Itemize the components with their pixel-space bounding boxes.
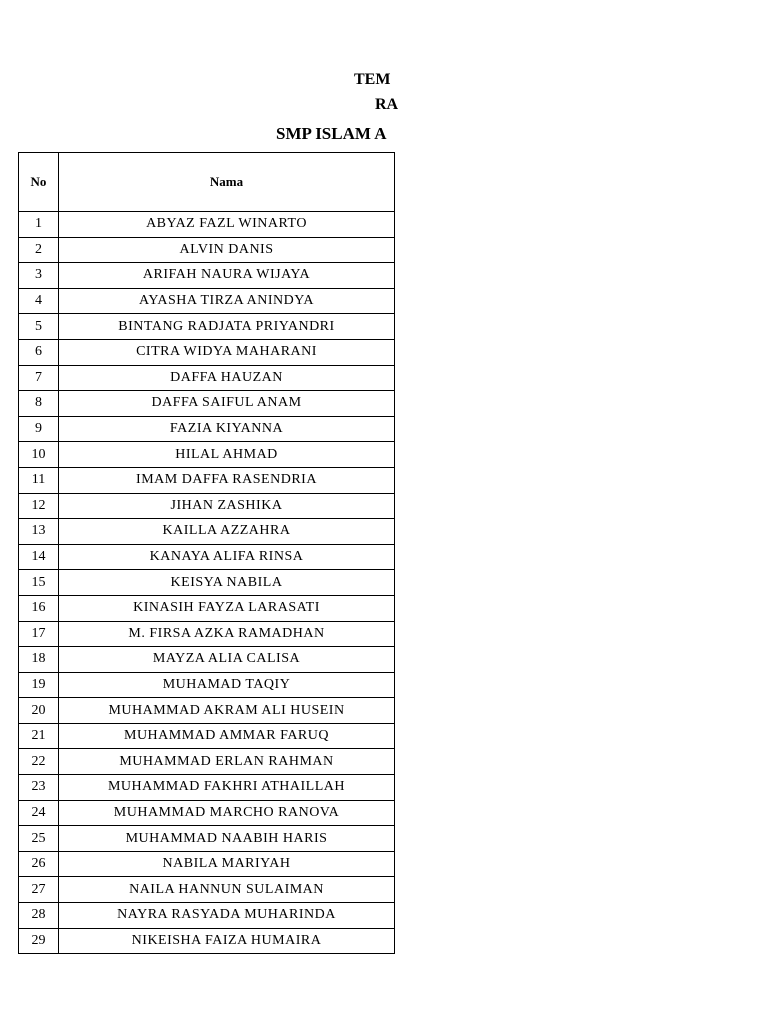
table-row [19,928,395,954]
row-number: 4 [19,288,59,314]
student-name: KINASIH FAYZA LARASATI [59,595,395,621]
row-number: 15 [19,570,59,596]
student-name: ABYAZ FAZL WINARTO [59,212,395,238]
row-number: 10 [19,442,59,468]
student-name: MUHAMMAD ERLAN RAHMAN [59,749,395,775]
table-header-row [19,153,395,212]
row-number: 24 [19,800,59,826]
table-row [19,416,395,442]
row-number: 21 [19,723,59,749]
row-number: 5 [19,314,59,340]
row-number: 16 [19,595,59,621]
column-header-name: Nama [59,153,395,212]
row-number: 7 [19,365,59,391]
student-name: AYASHA TIRZA ANINDYA [59,288,395,314]
row-number: 18 [19,647,59,673]
student-name: MUHAMMAD FAKHRI ATHAILLAH [59,775,395,801]
table-row [19,263,395,289]
row-number: 22 [19,749,59,775]
row-number: 8 [19,391,59,417]
table-row [19,621,395,647]
student-name: MAYZA ALIA CALISA [59,647,395,673]
student-name: HILAL AHMAD [59,442,395,468]
table-row [19,467,395,493]
student-name: NIKEISHA FAIZA HUMAIRA [59,928,395,954]
student-name: KANAYA ALIFA RINSA [59,544,395,570]
heading-line-2: RA [375,96,399,113]
student-roster-table [18,152,395,954]
student-name: JIHAN ZASHIKA [59,493,395,519]
row-number: 11 [19,467,59,493]
table-row [19,749,395,775]
row-number: 27 [19,877,59,903]
table-row [19,570,395,596]
student-name: DAFFA HAUZAN [59,365,395,391]
row-number: 13 [19,519,59,545]
student-name: M. FIRSA AZKA RAMADHAN [59,621,395,647]
row-number: 28 [19,903,59,929]
student-name: NAYRA RASYADA MUHARINDA [59,903,395,929]
table-row [19,339,395,365]
row-number: 6 [19,339,59,365]
table-row [19,391,395,417]
table-row [19,723,395,749]
heading-line-3: SMP ISLAM A [276,124,387,143]
student-name: NAILA HANNUN SULAIMAN [59,877,395,903]
table-row [19,288,395,314]
row-number: 20 [19,698,59,724]
table-row [19,672,395,698]
student-name: MUHAMMAD AMMAR FARUQ [59,723,395,749]
student-name: ARIFAH NAURA WIJAYA [59,263,395,289]
table-row [19,775,395,801]
table-row [19,365,395,391]
table-row [19,544,395,570]
row-number: 14 [19,544,59,570]
table-row [19,851,395,877]
table-row [19,442,395,468]
row-number: 17 [19,621,59,647]
table-row [19,647,395,673]
table-row [19,800,395,826]
student-name: KEISYA NABILA [59,570,395,596]
row-number: 25 [19,826,59,852]
student-name: CITRA WIDYA MAHARANI [59,339,395,365]
table-row [19,212,395,238]
table-row [19,903,395,929]
student-name: MUHAMMAD MARCHO RANOVA [59,800,395,826]
row-number: 19 [19,672,59,698]
row-number: 1 [19,212,59,238]
table-row [19,314,395,340]
heading-line-1: TEM [354,71,391,88]
table-row [19,237,395,263]
table-row [19,698,395,724]
row-number: 9 [19,416,59,442]
row-number: 29 [19,928,59,954]
student-name: MUHAMAD TAQIY [59,672,395,698]
row-number: 26 [19,851,59,877]
table-row [19,595,395,621]
table-row [19,877,395,903]
row-number: 3 [19,263,59,289]
student-name: ALVIN DANIS [59,237,395,263]
student-name: FAZIA KIYANNA [59,416,395,442]
row-number: 12 [19,493,59,519]
student-name: KAILLA AZZAHRA [59,519,395,545]
student-name: DAFFA SAIFUL ANAM [59,391,395,417]
student-name: NABILA MARIYAH [59,851,395,877]
row-number: 2 [19,237,59,263]
student-name: IMAM DAFFA RASENDRIA [59,467,395,493]
column-header-no: No [19,153,59,212]
student-name: MUHAMMAD AKRAM ALI HUSEIN [59,698,395,724]
table-body [19,212,395,954]
row-number: 23 [19,775,59,801]
table-row [19,519,395,545]
table-row [19,493,395,519]
student-name: MUHAMMAD NAABIH HARIS [59,826,395,852]
table-row [19,826,395,852]
student-name: BINTANG RADJATA PRIYANDRI [59,314,395,340]
